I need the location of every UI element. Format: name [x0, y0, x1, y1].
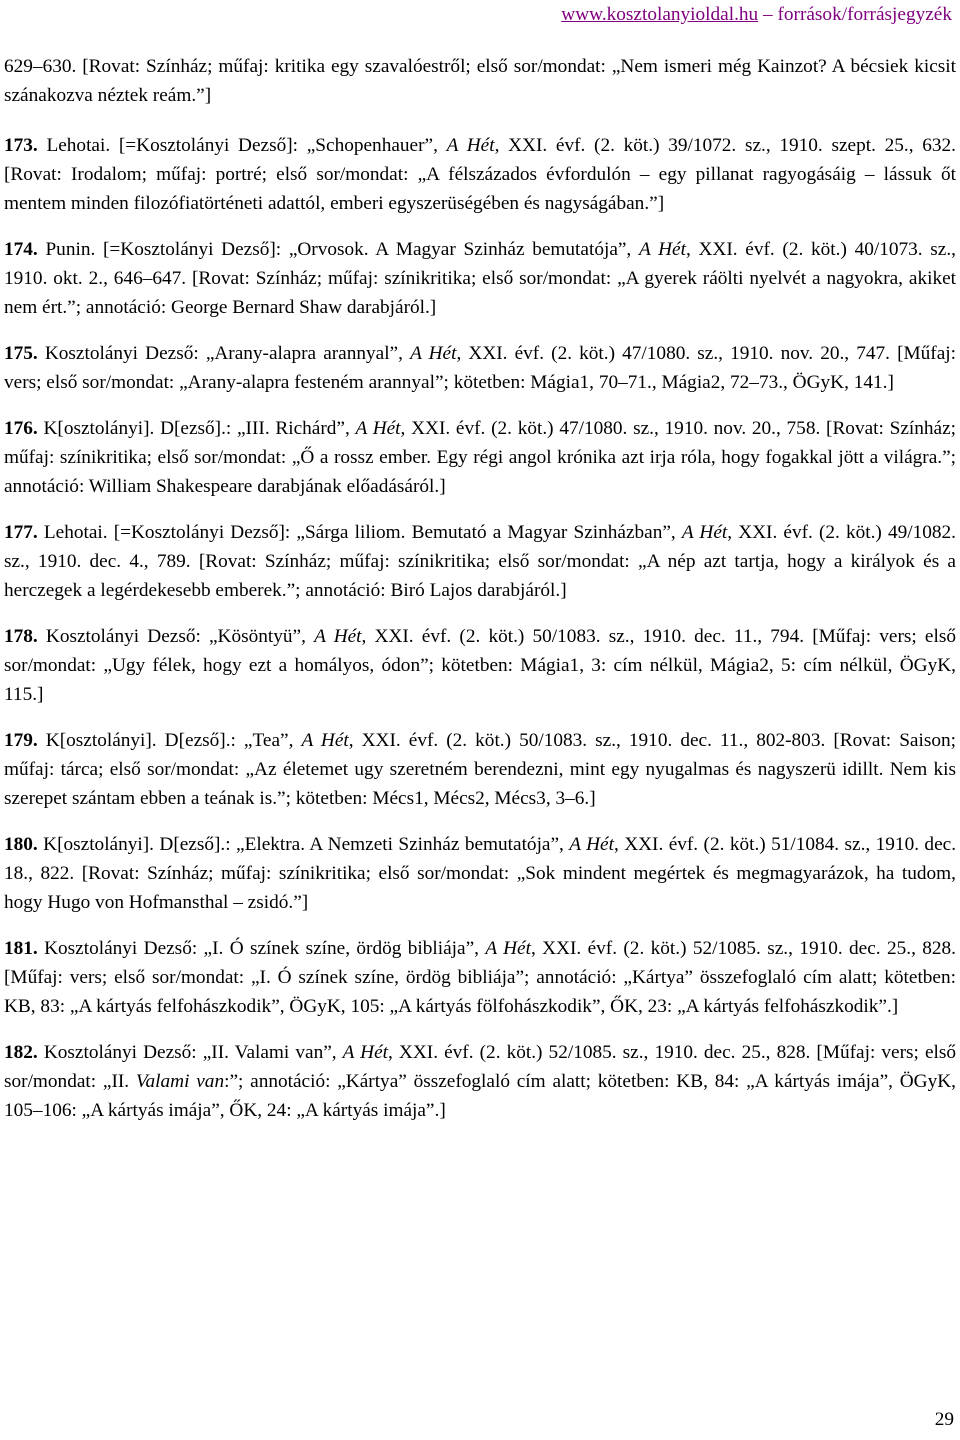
entry-text: Kosztolányi Dezső: „I. Ó színek színe, ördög bibliája”, A Hét, XXI. évf. (2. köt.) 52/1085. sz., 1910. dec. 25., 828. [Műfaj: vers; első sor/mondat: „I. Ó színek színe, ördög bibliája”; annotáció: „Kártya” összefoglaló cím alatt; kötetben: KB, 83: „A kártyás felfohászkodik”, ÖGyK, 105: „A kártyás fölfohászkodik”, ŐK, 23: „A kártyás felfohászkodik”.]	[4, 938, 956, 1017]
site-link[interactable]: www.kosztolanyioldal.hu	[561, 4, 759, 25]
entry-text: K[osztolányi]. D[ezső].: „Elektra. A Nemzeti Szinház bemutatója”, A Hét, XXI. évf. (2. köt.) 51/1084. sz., 1910. dec. 18., 822. [Rovat: Színház; műfaj: színikritika; első sor/mondat: „Sok mindent megértek és megmagyarázok, ha tudom, hogy Hugo von Hofmansthal – zsidó.”]	[4, 834, 957, 913]
bibliography-entry	[4, 414, 956, 501]
entry-text: 629–630. [Rovat: Színház; műfaj: kritika egy szavalóestről; első sor/mondat: „Nem ismeri még Kainzot? A bécsiek kicsit szánakozva néztek reám.”]	[4, 56, 956, 106]
bibliography-entry	[4, 830, 956, 917]
bibliography-entry	[4, 52, 956, 110]
entry-text: Lehotai. [=Kosztolányi Dezső]: „Sárga liliom. Bemutató a Magyar Szinházban”, A Hét, XXI. évf. (2. köt.) 49/1082. sz., 1910. dec. 4., 789. [Rovat: Színház; műfaj: színikritika; első sor/mondat: „A nép azt tartja, hogy a királyok és a herczegek a legérdekesebb emberek.”; annotáció: Biró Lajos darabjáról.]	[4, 522, 956, 601]
page-header	[561, 2, 952, 28]
bibliography-entry	[4, 622, 956, 709]
entry-number: 177.	[4, 522, 38, 543]
bibliography-entry	[4, 518, 956, 605]
bibliography-entry	[4, 726, 956, 813]
entry-number: 176.	[4, 418, 38, 439]
entry-text: Kosztolányi Dezső: „Arany-alapra arannyal”, A Hét, XXI. évf. (2. köt.) 47/1080. sz., 1910. nov. 20., 747. [Műfaj: vers; első sor/mondat: „Arany-alapra festeném arannyal”; kötetben: Mágia1, 70–71., Mágia2, 72–73., ÖGyK, 141.]	[4, 343, 957, 393]
bibliography-entry	[4, 339, 956, 397]
bibliography-entry	[4, 131, 956, 218]
bibliography-list	[4, 52, 956, 1142]
bibliography-entry	[4, 235, 956, 322]
entry-number: 180.	[4, 834, 38, 855]
entry-text: Kosztolányi Dezső: „Kösöntyü”, A Hét, XXI. évf. (2. köt.) 50/1083. sz., 1910. dec. 11., 794. [Műfaj: vers; első sor/mondat: „Ugy félek, hogy ezt a homályos, ódon”; kötetben: Mágia1, 3: cím nélkül, Mágia2, 5: cím nélkül, ÖGyK, 115.]	[4, 626, 956, 705]
entry-text: K[osztolányi]. D[ezső].: „III. Richárd”, A Hét, XXI. évf. (2. köt.) 47/1080. sz., 1910. nov. 20., 758. [Rovat: Színház; műfaj: színikritika; első sor/mondat: „Ő a rossz ember. Egy régi angol krónika azt irja róla, hogy fogakkal jött a világra.”; annotáció: William Shakespeare darabjának előadásáról.]	[4, 418, 956, 497]
entry-text: K[osztolányi]. D[ezső].: „Tea”, A Hét, XXI. évf. (2. köt.) 50/1083. sz., 1910. dec. 11., 802-803. [Rovat: Saison; műfaj: tárca; első sor/mondat: „Az életemet ugy szeretném berendezni, mint egy nyugalmas és nagyszerü idillt. Nem kis szerepet szántam ebben a teának is.”; kötetben: Mécs1, Mécs2, Mécs3, 3–6.]	[4, 730, 956, 809]
bibliography-entry	[4, 934, 956, 1021]
header-separator: –	[758, 4, 778, 25]
entry-number: 178.	[4, 626, 38, 647]
header-section: források/forrásjegyzék	[777, 4, 952, 25]
entry-text: Punin. [=Kosztolányi Dezső]: „Orvosok. A Magyar Szinház bemutatója”, A Hét, XXI. évf. (2. köt.) 40/1073. sz., 1910. okt. 2., 646–647. [Rovat: Színház; műfaj: színikritika; első sor/mondat: „A gyerek ráölti nyelvét a nagyokra, akiket nem ért.”; annotáció: George Bernard Shaw darabjáról.]	[4, 239, 957, 318]
entry-number: 173.	[4, 135, 38, 156]
entry-number: 182.	[4, 1042, 38, 1063]
bibliography-entry	[4, 1038, 956, 1125]
entry-text: Kosztolányi Dezső: „II. Valami van”, A Hét, XXI. évf. (2. köt.) 52/1085. sz., 1910. dec. 25., 828. [Műfaj: vers; első sor/mondat: „II. Valami van:”; annotáció: „Kártya” összefoglaló cím alatt; kötetben: KB, 84: „A kártyás imája”, ÖGyK, 105–106: „A kártyás imája”, ŐK, 24: „A kártyás imája”.]	[4, 1042, 957, 1121]
entry-text: Lehotai. [=Kosztolányi Dezső]: „Schopenhauer”, A Hét, XXI. évf. (2. köt.) 39/1072. sz., 1910. szept. 25., 632. [Rovat: Irodalom; műfaj: portré; első sor/mondat: „A félszázados évfordulón – egy pillanat ragyogásáig – lássuk őt mentem minden filozófiatörténeti adattól, emberi egyszerüségében és nagyságában.”]	[4, 135, 956, 214]
entry-number: 179.	[4, 730, 38, 751]
entry-number: 175.	[4, 343, 38, 364]
entry-number: 174.	[4, 239, 38, 260]
page-number: 29	[934, 1409, 954, 1430]
entry-number: 181.	[4, 938, 38, 959]
